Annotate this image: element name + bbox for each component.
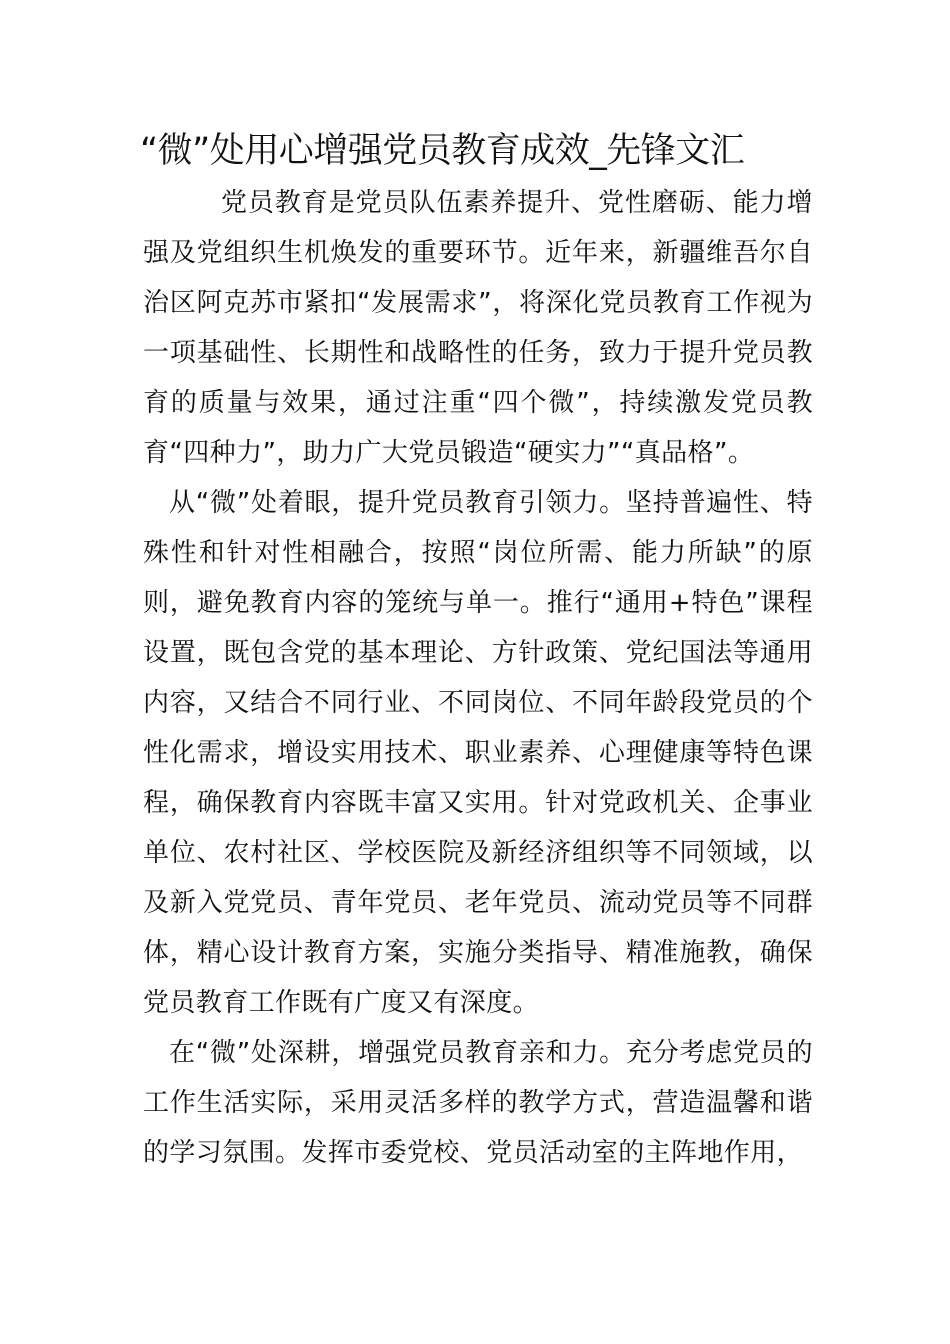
paragraph-intro: 党员教育是党员队伍素养提升、党性磨砺、能力增强及党组织生机焕发的重要环节。近年来，新疆维吾尔自治区阿克苏市紧扣“发展需求”，将深化党员教育工作视为一项基础性、长期性和战略性的任务，致力于提升党员教育的质量与效果，通过注重“四个微”，持续激发党员教育“四种力”，助力广大党员锻造“硬实力”“真品格”。 xyxy=(143,188,813,468)
paragraph-affinity: 在“微”处深耕，增强党员教育亲和力。充分考虑党员的工作生活实际，采用灵活多样的教学方式，营造温馨和谐的学习氛围。发挥市委党校、党员活动室的主阵地作用， xyxy=(143,1038,813,1168)
document-title: “微”处用心增强党员教育成效_先锋文汇 xyxy=(140,131,745,171)
document-body xyxy=(143,178,813,1178)
paragraph-guidance: 从“微”处着眼，提升党员教育引领力。坚持普遍性、特殊性和针对性相融合，按照“岗位所需、能力所缺”的原则，避免教育内容的笼统与单一。推行“通用+特色”课程设置，既包含党的基本理论、方针政策、党纪国法等通用内容，又结合不同行业、不同岗位、不同年龄段党员的个性化需求，增设实用技术、职业素养、心理健康等特色课程，确保教育内容既丰富又实用。针对党政机关、企事业单位、农村社区、学校医院及新经济组织等不同领域，以及新入党党员、青年党员、老年党员、流动党员等不同群体，精心设计教育方案，实施分类指导、精准施教，确保党员教育工作既有广度又有深度。 xyxy=(143,488,813,1018)
